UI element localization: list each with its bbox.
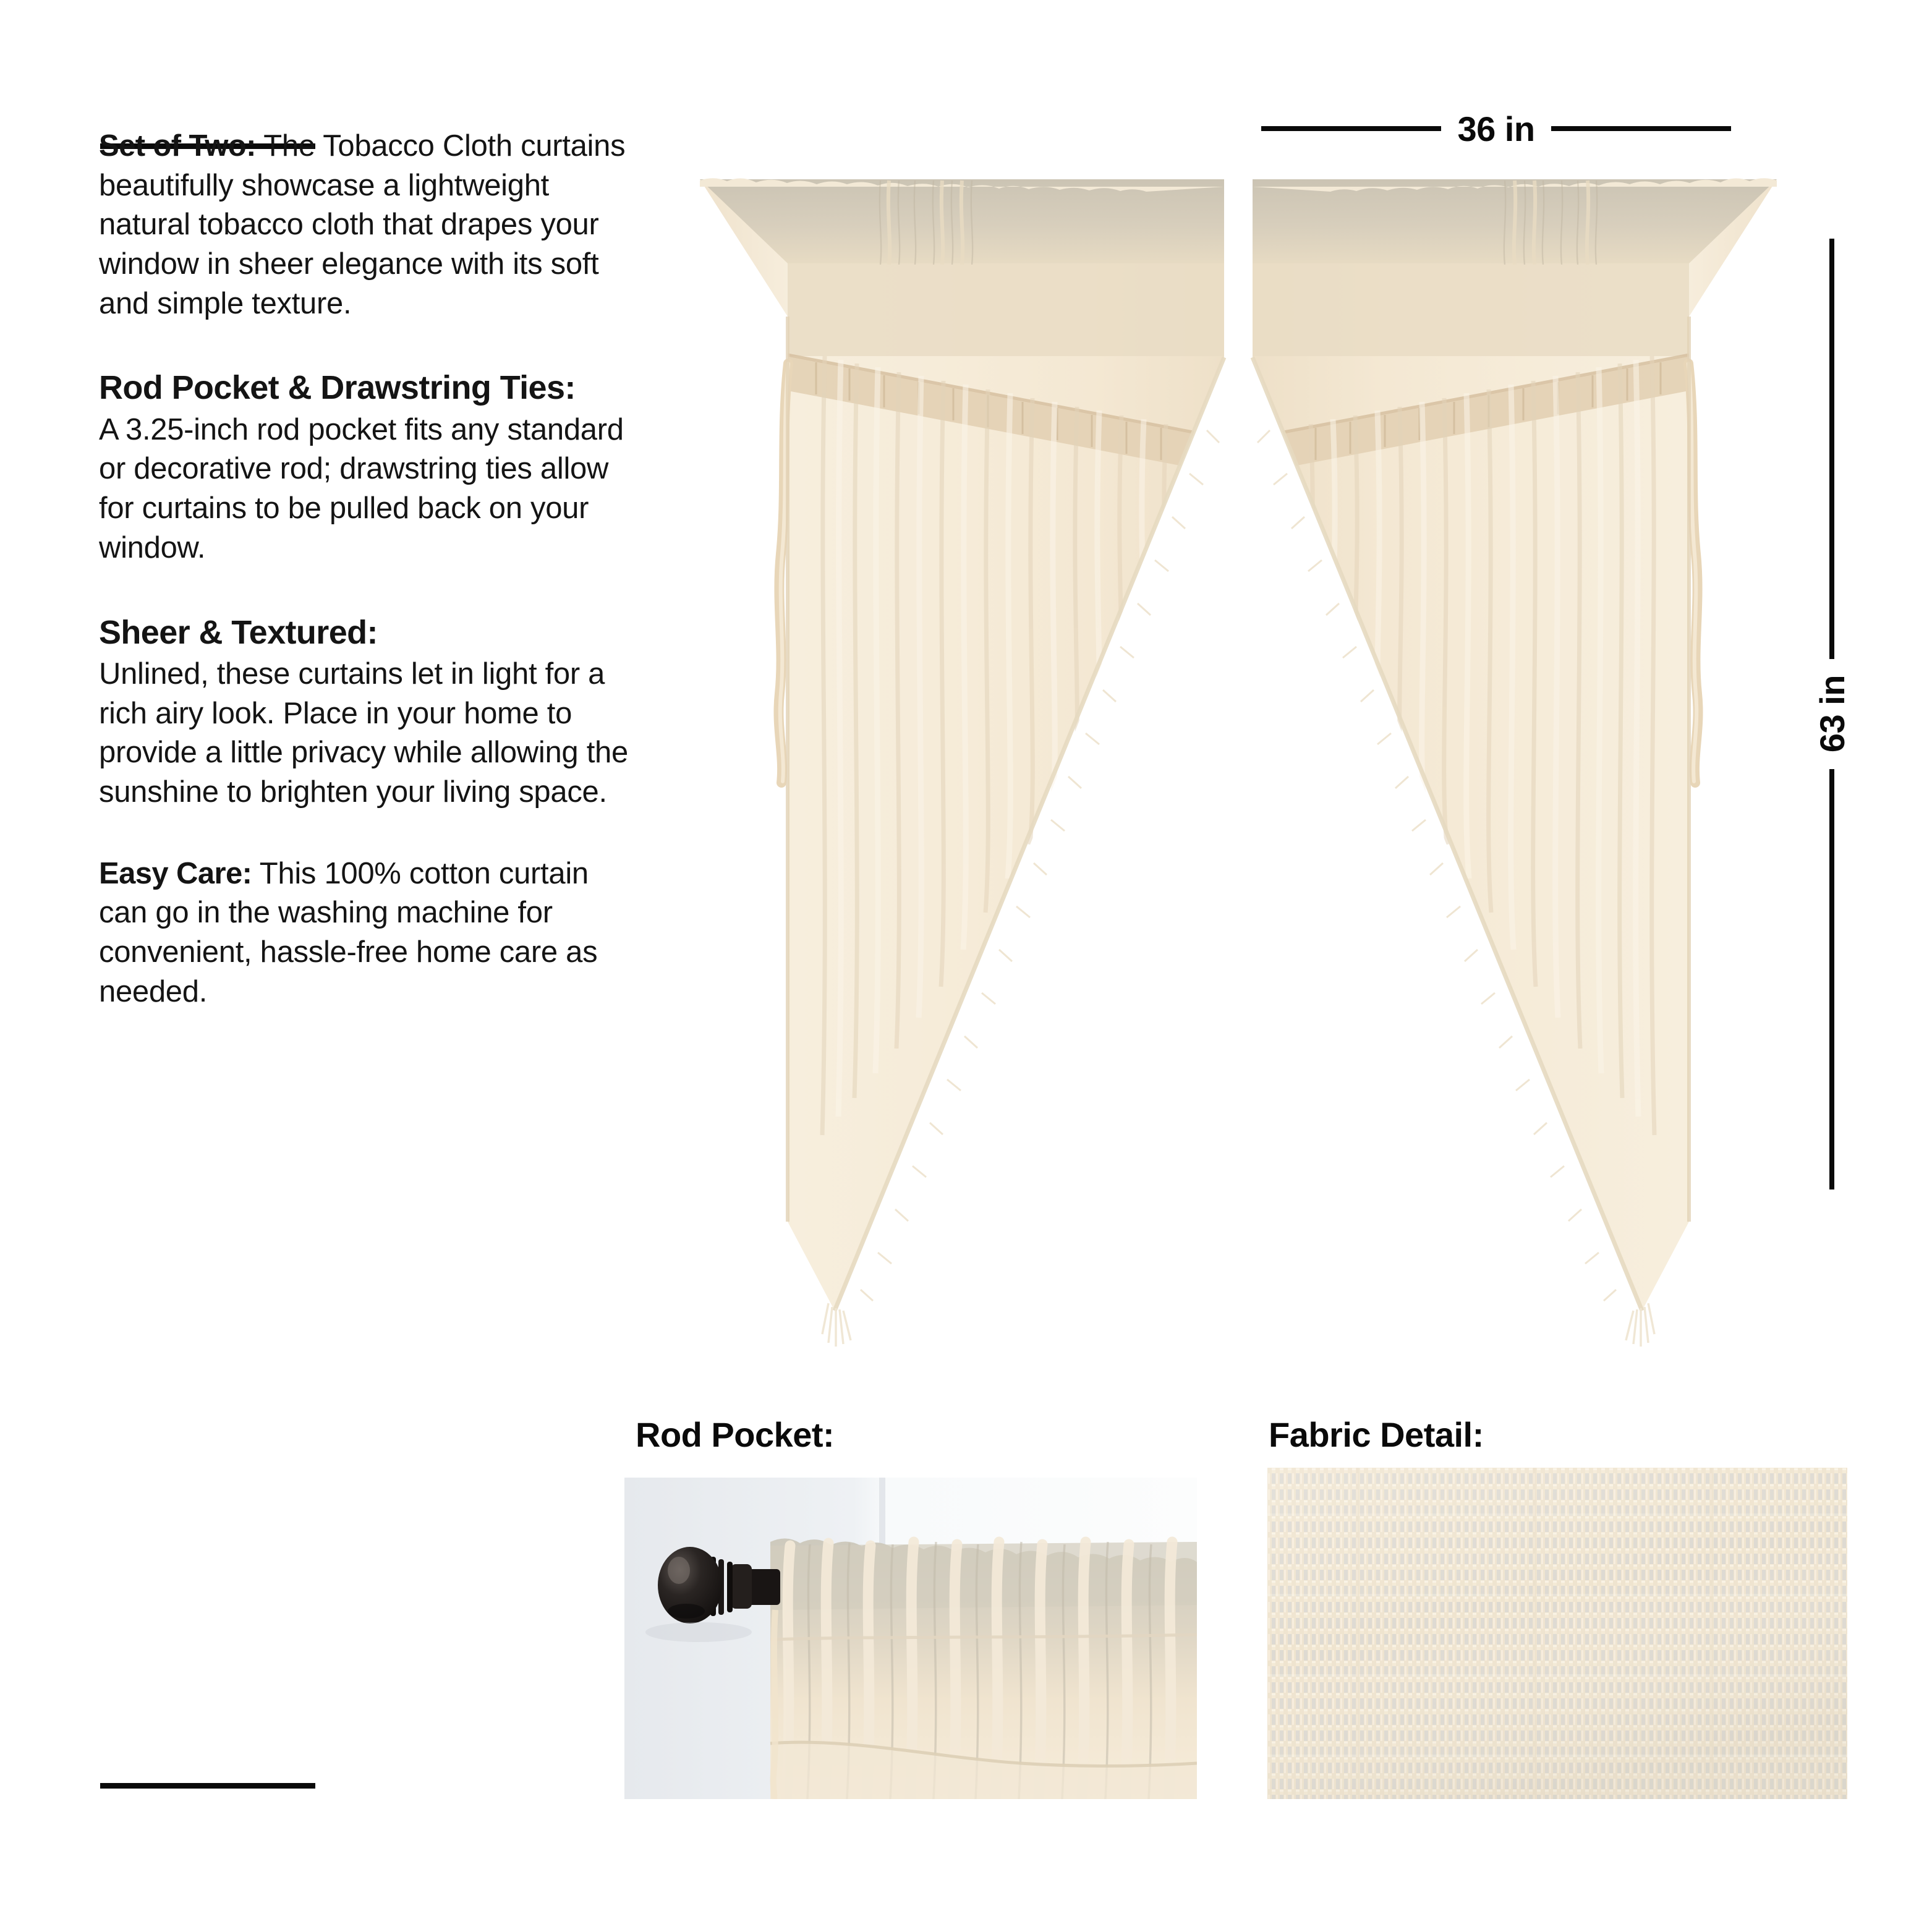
fabric-detail-label: Fabric Detail:: [1269, 1415, 1484, 1454]
drawstring-tail: [773, 1610, 775, 1799]
dimension-line-bottom: [1829, 769, 1834, 1189]
feature-block-rod-pocket: [99, 365, 643, 568]
feature-paragraph: [99, 365, 643, 568]
feature-paragraph: [99, 127, 643, 323]
feature-heading: Sheer & Textured:: [99, 613, 378, 651]
dimension-line-left: [1261, 126, 1441, 131]
feature-block-sheer-textured: [99, 610, 643, 812]
curtain-right-graphic: [1250, 171, 1782, 1358]
finial-highlight: [668, 1557, 690, 1584]
fringe-point-tuft: [822, 1303, 851, 1347]
fringe-point-tuft: [1626, 1303, 1654, 1347]
height-dimension-callout: [1804, 239, 1860, 1189]
feature-paragraph: [99, 610, 643, 812]
fabric-detail-photo: [1267, 1468, 1847, 1799]
rod-shadow: [645, 1622, 752, 1642]
feature-body: This 100% cotton curtain can go in the washing machine for convenient, hassle-free home care as needed.: [99, 856, 598, 1008]
feature-heading: Easy Care:: [99, 856, 252, 890]
height-dimension-label: 63 in: [1812, 675, 1852, 753]
feature-block-set-of-two: [99, 127, 643, 323]
feature-paragraph: [99, 854, 643, 1012]
rod-collar: [731, 1564, 752, 1609]
dimension-line-right: [1551, 126, 1731, 131]
curtain-left-graphic: [695, 171, 1227, 1358]
rod-pocket-label: Rod Pocket:: [636, 1415, 835, 1454]
dimension-line-top: [1829, 239, 1834, 659]
curtain-panel-right: [1250, 171, 1782, 1358]
curtain-panel-left: [695, 171, 1227, 1358]
bottom-divider-rule: [100, 1783, 315, 1789]
fabric-weave-illustration: [1267, 1468, 1847, 1799]
width-dimension-callout: [1261, 106, 1731, 151]
feature-block-easy-care: [99, 854, 643, 1012]
feature-body: The Tobacco Cloth curtains beautifully showcase a lightweight natural tobacco cloth that drapes your window in sheer elegance with its soft and simple texture.: [99, 129, 626, 320]
curtain-header-lower: [788, 263, 1224, 356]
feature-list: [99, 127, 643, 1011]
rod-pocket-illustration: [624, 1478, 1197, 1799]
feature-heading: Set of Two:: [99, 129, 256, 163]
rod-pocket-photo: [624, 1478, 1197, 1799]
feature-body: A 3.25-inch rod pocket fits any standard or decorative rod; drawstring ties allow for curtains to be pulled back on your window.: [99, 412, 624, 564]
feature-body: Unlined, these curtains let in light for a rich airy look. Place in your home to provide a little privacy while allowing the sunshine to brighten your living space.: [99, 657, 628, 809]
width-dimension-label: 36 in: [1457, 109, 1535, 148]
curtain-header-lower: [1253, 263, 1689, 356]
feature-heading: Rod Pocket & Drawstring Ties:: [99, 369, 576, 407]
swatch-shading: [1267, 1468, 1847, 1799]
